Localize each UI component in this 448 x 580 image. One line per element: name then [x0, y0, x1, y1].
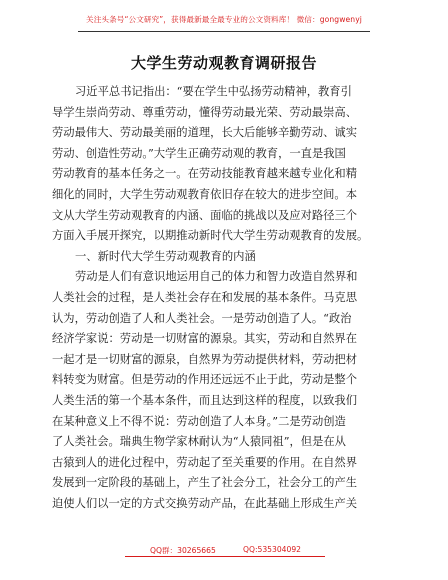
paragraph-line: 细化的同时，大学生劳动观教育依旧存在较大的进步空间。本 — [52, 187, 358, 201]
paragraph-line: 文从大学生劳动观教育的内涵、面临的挑战以及应对路径三个 — [52, 208, 358, 222]
section-heading: 一、新时代大学生劳动观教育的内涵 — [75, 249, 256, 263]
paragraph-line: 经济学家说：劳动是一切财富的源泉。其实，劳动和自然界在 — [52, 332, 358, 346]
paragraph-line: 古猿到人的进化过程中，劳动起了至关重要的作用。在自然界 — [52, 455, 358, 469]
paragraph-line: 劳动最伟大、劳动最美丽的道理，长大后能够辛勤劳动、诚实 — [52, 126, 358, 140]
document-body — [52, 82, 400, 514]
paragraph-line: 了人类社会。瑞典生物学家林耐认为“人猿同祖”，但是在从 — [52, 435, 346, 449]
paragraph-line: 发展到一定阶段的基础上，产生了社会分工，社会分工的产生 — [52, 476, 358, 490]
paragraph-line: 人类生活的第一个基本条件，而且达到这样的程度，以致我们 — [52, 393, 358, 407]
document-title: 大学生劳动观教育调研报告 — [130, 54, 317, 72]
paragraph-line: 人类社会的过程，是人类社会存在和发展的基本条件。马克思 — [52, 290, 358, 304]
paragraph-line: 在某种意义上不得不说：劳动创造了人本身。”二是劳动创造 — [52, 414, 346, 428]
paragraph-line: 认为，劳动创造了人和人类社会。一是劳动创造了人。“政治 — [52, 311, 352, 325]
paragraph-line: 方面入手展开探究，以期推动新时代大学生劳动观教育的发展。 — [52, 229, 369, 243]
paragraph-line: 劳动、创造性劳动。”大学生正确劳动观的教育，一直是我国 — [52, 146, 346, 160]
footer-qq-group: QQ群：30265665 — [150, 546, 216, 555]
paragraph-line: 导学生崇尚劳动、尊重劳动，懂得劳动最光荣、劳动最崇高、 — [52, 105, 358, 119]
paragraph-line: 料转变为财富。但是劳动的作用还远远不止于此，劳动是整个 — [52, 373, 358, 387]
header-banner: 关注头条号“公文研究”，获得最新最全最专业的公文资料库！ 微信：gongwenyj — [86, 15, 362, 24]
paragraph-line: 习近平总书记指出：“要在学生中弘扬劳动精神，教育引 — [75, 85, 352, 98]
paragraph-line: 一起才是一切财富的源泉，自然界为劳动提供材料，劳动把材 — [52, 352, 358, 366]
header-divider — [78, 31, 370, 32]
paragraph-line: 劳动是人们有意识地运用自己的体力和智力改造自然界和 — [75, 270, 358, 284]
footer-divider — [125, 556, 325, 557]
paragraph-line: 劳动教育的基本任务之一。在劳动技能教育越来越专业化和精 — [52, 167, 358, 181]
paragraph-line: 迫使人们以一定的方式交换劳动产品，在此基础上形成生产关 — [52, 496, 358, 510]
footer-qq-number: QQ:535304092 — [243, 545, 301, 554]
